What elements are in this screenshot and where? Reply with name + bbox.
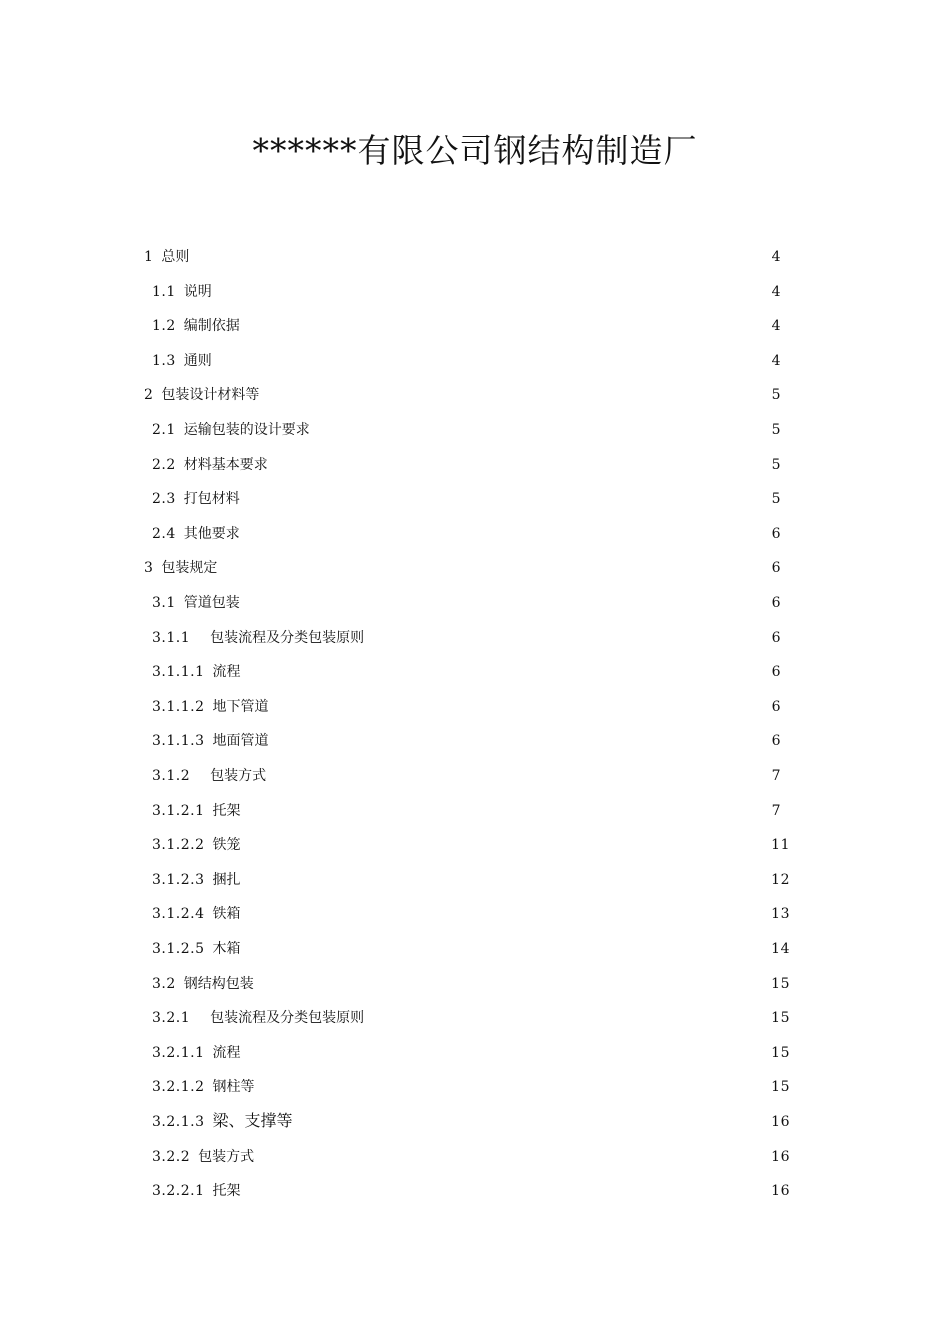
toc-entry-page-number: 4	[771, 249, 781, 265]
toc-entry[interactable]	[152, 447, 781, 473]
toc-entry-number: 3.1.1.3	[152, 733, 205, 750]
toc-entry-number: 3.1.1.1	[152, 664, 205, 681]
toc-entry-number: 3.2	[152, 975, 176, 992]
toc-entry-number: 3.1	[152, 595, 176, 611]
toc-entry[interactable]	[152, 274, 781, 300]
toc-entry-page-number: 11	[771, 837, 790, 854]
toc-entry-title: 说明	[183, 283, 212, 300]
toc-entry-number: 3.2.1.2	[152, 1079, 205, 1096]
toc-entry-title: 地下管道	[212, 698, 269, 715]
toc-dot-leader	[366, 1000, 769, 1022]
toc-entry-page-number: 4	[771, 352, 781, 369]
toc-entry[interactable]	[152, 931, 790, 957]
toc-entry-title: 流程	[212, 664, 241, 681]
toc-entry[interactable]	[152, 516, 781, 542]
toc-entry-number: 2.4	[152, 525, 176, 542]
toc-entry-title: 木箱	[212, 941, 241, 957]
toc-entry[interactable]	[152, 758, 781, 784]
toc-entry-title: 钢结构包装	[183, 975, 254, 992]
toc-entry-title: 地面管道	[212, 733, 269, 750]
toc-dot-leader	[256, 1069, 769, 1091]
toc-entry-page-number: 6	[771, 698, 781, 715]
toc-entry[interactable]	[152, 896, 790, 923]
toc-entry-number: 3.1.2.5	[152, 941, 205, 957]
toc-entry[interactable]	[152, 689, 781, 715]
toc-entry[interactable]	[152, 793, 781, 819]
toc-entry-page-number: 15	[771, 1010, 790, 1027]
toc-entry-number: 3.1.2.3	[152, 871, 205, 888]
toc-entry-title: 包装设计材料等	[161, 387, 260, 404]
toc-entry[interactable]	[152, 862, 790, 888]
toc-entry-page-number: 12	[771, 871, 790, 888]
toc-entry-title: 总则	[161, 249, 190, 265]
toc-entry-page-number: 7	[771, 768, 781, 784]
toc-entry-page-number: 6	[771, 525, 781, 542]
toc-entry[interactable]	[152, 343, 781, 369]
toc-entry[interactable]	[152, 585, 781, 611]
toc-entry[interactable]	[152, 827, 790, 854]
toc-entry-title: 捆扎	[212, 871, 241, 888]
toc-dot-leader	[242, 585, 770, 607]
toc-entry-page-number: 6	[771, 733, 781, 750]
toc-entry[interactable]	[152, 1173, 790, 1200]
toc-dot-leader	[242, 308, 770, 330]
toc-entry-title: 通则	[183, 352, 212, 369]
toc-entry-page-number: 13	[771, 906, 790, 923]
toc-entry-page-number: 5	[771, 422, 781, 438]
toc-entry-page-number: 6	[771, 629, 781, 646]
toc-entry-number: 3.1.1	[152, 629, 191, 646]
toc-entry-number: 3.1.2.2	[152, 837, 205, 854]
toc-dot-leader	[256, 966, 769, 988]
toc-entry[interactable]	[152, 412, 781, 438]
toc-dot-leader	[242, 654, 769, 676]
toc-entry-title: 运输包装的设计要求	[183, 422, 310, 438]
toc-dot-leader	[242, 1173, 769, 1195]
toc-entry-page-number: 15	[771, 1079, 790, 1096]
toc-entry-title: 材料基本要求	[183, 456, 268, 473]
toc-dot-leader	[242, 827, 769, 849]
toc-entry-number: 3.2.2	[152, 1148, 191, 1165]
toc-entry-number: 3.1.2.4	[152, 906, 205, 923]
toc-entry-number: 3.2.1.1	[152, 1044, 205, 1061]
toc-dot-leader	[270, 447, 770, 469]
toc-entry-page-number: 16	[771, 1114, 790, 1130]
toc-dot-leader	[256, 1139, 769, 1161]
toc-entry-title: 托架	[212, 1183, 241, 1200]
toc-entry-number: 1.2	[152, 318, 176, 335]
toc-dot-leader	[214, 343, 770, 365]
toc-dot-leader	[242, 862, 769, 884]
toc-entry-page-number: 6	[771, 560, 781, 577]
toc-entry-number: 2.2	[152, 456, 176, 473]
toc-dot-leader	[242, 931, 769, 953]
toc-dot-leader	[366, 620, 769, 642]
toc-dot-leader	[242, 896, 769, 918]
toc-entry-number: 3.1.2	[152, 768, 191, 784]
toc-entry-number: 3.2.1.3	[152, 1114, 205, 1130]
toc-entry-title: 铁箱	[212, 906, 241, 923]
toc-dot-leader	[312, 412, 770, 434]
toc-entry-title: 铁笼	[212, 837, 241, 854]
toc-dot-leader	[214, 274, 770, 296]
toc-entry[interactable]	[152, 308, 781, 335]
toc-entry-title: 托架	[212, 802, 241, 819]
toc-dot-leader	[261, 377, 769, 399]
toc-entry[interactable]	[144, 550, 781, 577]
toc-entry[interactable]	[152, 1069, 790, 1096]
toc-entry[interactable]	[152, 1035, 790, 1061]
toc-entry[interactable]	[144, 377, 781, 404]
toc-entry-number: 3.2.1	[152, 1010, 191, 1027]
toc-dot-leader	[270, 689, 769, 711]
toc-entry[interactable]	[152, 620, 781, 646]
toc-entry-page-number: 6	[771, 664, 781, 681]
toc-entry-title: 编制依据	[183, 318, 240, 335]
toc-entry-number: 1.3	[152, 352, 176, 369]
toc-dot-leader	[242, 1035, 769, 1057]
toc-entry-page-number: 6	[771, 595, 781, 611]
toc-dot-leader	[242, 481, 770, 503]
toc-entry-page-number: 7	[771, 802, 781, 819]
toc-entry-page-number: 15	[771, 1044, 790, 1061]
toc-entry[interactable]	[152, 1104, 790, 1130]
toc-entry-number: 3.2.2.1	[152, 1183, 205, 1200]
toc-entry-title: 包装方式	[210, 768, 267, 784]
toc-entry-title: 包装流程及分类包装原则	[210, 1010, 365, 1027]
toc-entry-number: 1.1	[152, 283, 176, 300]
toc-entry-page-number: 5	[771, 491, 781, 508]
toc-entry-title: 管道包装	[183, 595, 240, 611]
toc-entry-page-number: 4	[771, 283, 781, 300]
toc-entry[interactable]	[152, 1000, 790, 1027]
toc-entry-title: 包装规定	[161, 560, 218, 577]
toc-entry[interactable]	[152, 966, 790, 992]
toc-dot-leader	[268, 758, 769, 780]
toc-entry-page-number: 16	[771, 1148, 790, 1165]
toc-entry-title: 其他要求	[183, 525, 240, 542]
toc-entry-page-number: 4	[771, 318, 781, 335]
toc-dot-leader	[219, 550, 769, 572]
toc-dot-leader	[242, 516, 770, 538]
toc-entry-title: 包装方式	[198, 1148, 255, 1165]
toc-entry-number: 3.1.1.2	[152, 698, 205, 715]
toc-entry[interactable]	[152, 723, 781, 750]
toc-dot-leader	[270, 723, 769, 745]
toc-entry-page-number: 14	[771, 941, 790, 957]
toc-entry[interactable]	[152, 654, 781, 681]
toc-entry-number: 2.1	[152, 422, 176, 438]
toc-entry-title: 钢柱等	[212, 1079, 255, 1096]
toc-entry-title: 流程	[212, 1044, 241, 1061]
toc-entry-page-number: 5	[771, 387, 781, 404]
toc-entry-number: 3	[144, 560, 154, 577]
toc-dot-leader	[191, 239, 769, 261]
toc-entry[interactable]	[152, 481, 781, 508]
toc-entry-number: 3.1.2.1	[152, 802, 205, 819]
toc-entry-page-number: 5	[771, 456, 781, 473]
toc-entry-number: 2.3	[152, 491, 176, 508]
toc-entry-title: 梁、支撑等	[212, 1111, 293, 1130]
toc-dot-leader	[295, 1104, 770, 1126]
toc-entry[interactable]	[152, 1139, 790, 1165]
toc-entry-page-number: 16	[771, 1183, 790, 1200]
toc-entry-page-number: 15	[771, 975, 790, 992]
toc-dot-leader	[242, 793, 769, 815]
toc-entry[interactable]	[144, 239, 781, 265]
document-title: ******有限公司钢结构制造厂	[252, 131, 698, 170]
toc-entry-number: 1	[144, 249, 154, 265]
toc-entry-title: 打包材料	[183, 491, 240, 508]
toc-entry-number: 2	[144, 387, 154, 404]
toc-entry-title: 包装流程及分类包装原则	[210, 629, 365, 646]
